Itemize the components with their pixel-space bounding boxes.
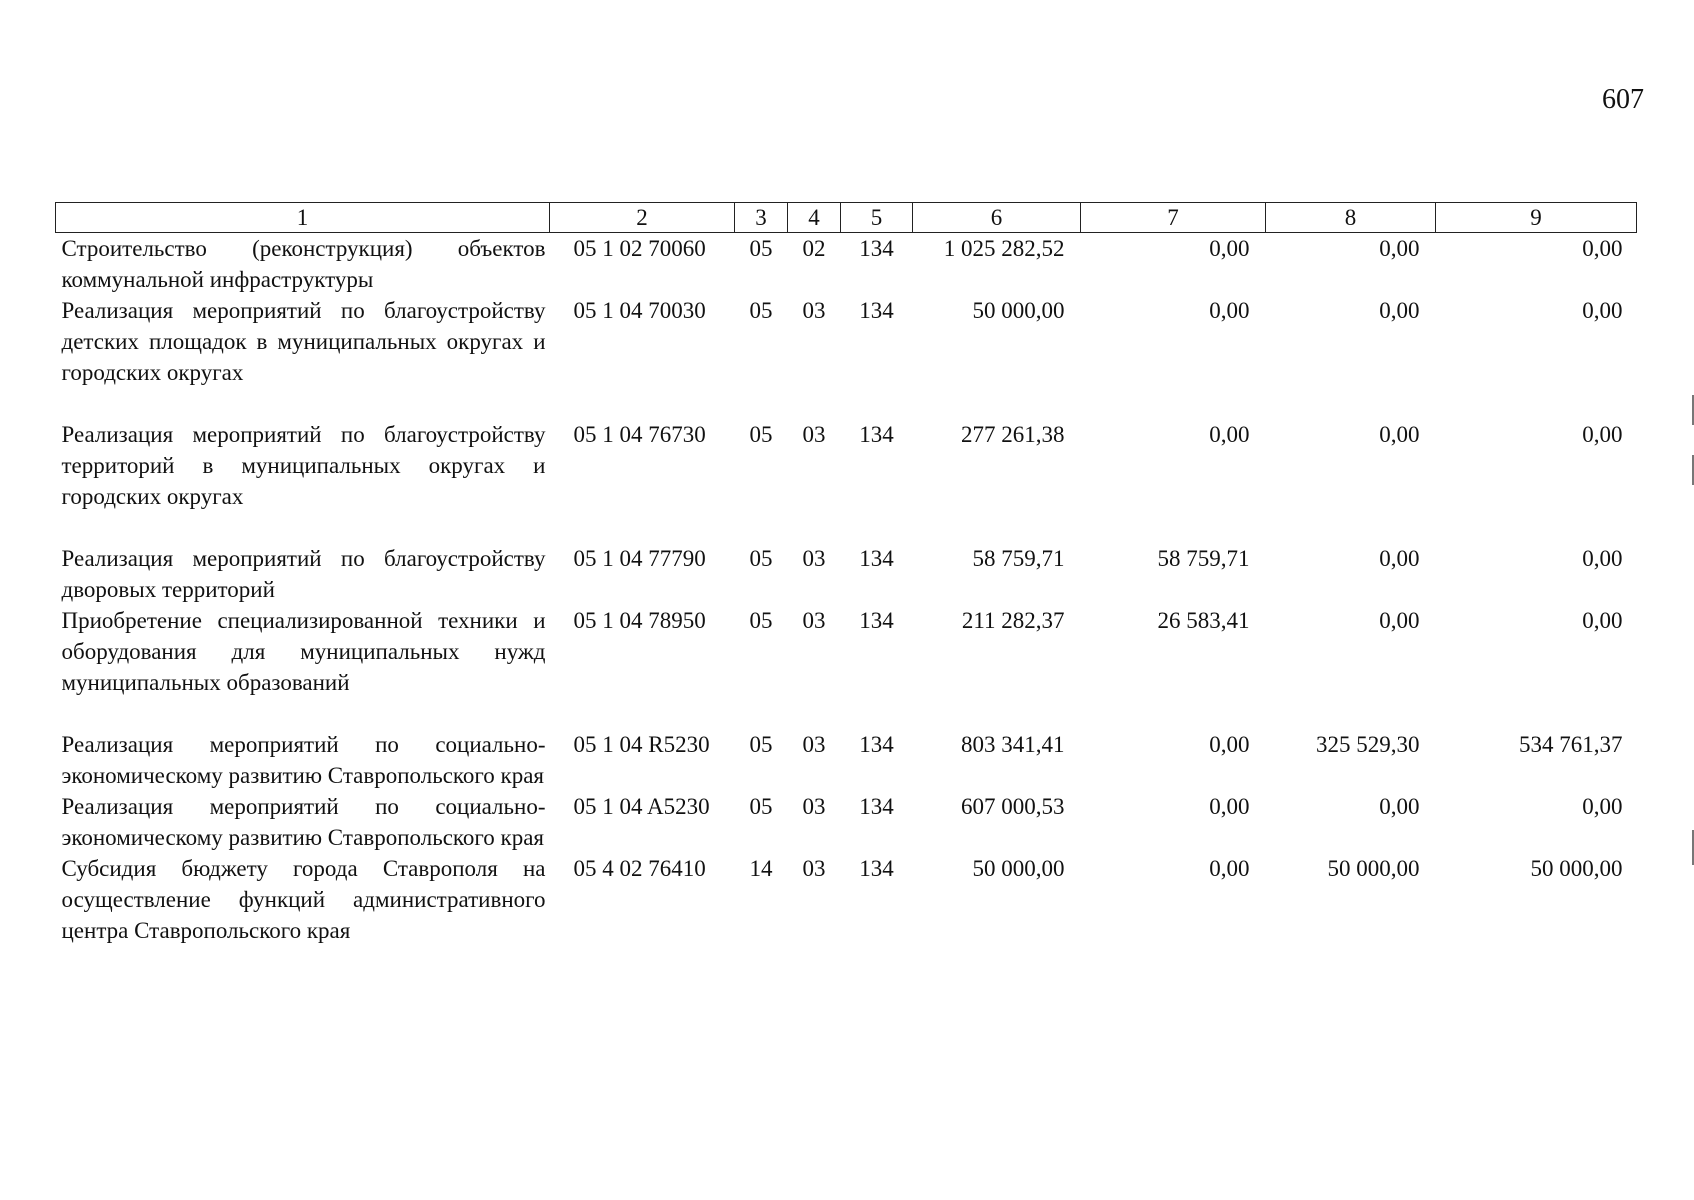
row-amount-8: 0,00	[1379, 422, 1420, 447]
row-spacer	[56, 698, 1637, 729]
row-section: 05	[749, 732, 773, 757]
budget-table	[55, 202, 1637, 946]
row-type: 134	[859, 856, 894, 881]
row-section: 05	[749, 794, 773, 819]
row-amount-6: 607 000,53	[961, 794, 1065, 819]
row-subsection: 03	[802, 794, 826, 819]
spacer-cell	[56, 512, 1637, 543]
header-cell-5: 5	[841, 203, 913, 233]
row-section: 05	[749, 546, 773, 571]
row-amount-7: 0,00	[1209, 856, 1250, 881]
row-amount-6: 803 341,41	[961, 732, 1065, 757]
header-row	[56, 203, 1637, 233]
table-row	[56, 853, 1637, 946]
row-amount-7: 58 759,71	[1157, 546, 1250, 571]
table-body	[56, 233, 1637, 947]
header-cell-8: 8	[1266, 203, 1436, 233]
table-row	[56, 543, 1637, 605]
row-description: Приобретение специализированной техники и оборудования для муниципальных нужд муниципальных образований	[61, 608, 546, 695]
row-amount-9: 534 761,37	[1519, 732, 1623, 757]
header-cell-4: 4	[788, 203, 841, 233]
row-section: 05	[749, 236, 773, 261]
row-amount-8: 0,00	[1379, 236, 1420, 261]
row-subsection: 03	[802, 422, 826, 447]
row-type: 134	[859, 546, 894, 571]
header-cell-1: 1	[56, 203, 550, 233]
header-cell-6: 6	[913, 203, 1081, 233]
row-target-code: 05 1 04 77790	[573, 546, 706, 571]
row-amount-9: 0,00	[1582, 608, 1623, 633]
row-description: Реализация мероприятий по благоустройству территорий в муниципальных округах и городских округах	[61, 422, 546, 509]
row-amount-6: 58 759,71	[972, 546, 1065, 571]
row-subsection: 02	[802, 236, 826, 261]
row-description: Реализация мероприятий по благоустройству дворовых территорий	[61, 546, 546, 602]
row-spacer	[56, 388, 1637, 419]
row-target-code: 05 4 02 76410	[573, 856, 706, 881]
row-amount-7: 0,00	[1209, 298, 1250, 323]
row-amount-8: 50 000,00	[1327, 856, 1420, 881]
table-row	[56, 233, 1637, 296]
row-target-code: 05 1 04 A5230	[573, 794, 710, 819]
header-cell-7: 7	[1081, 203, 1266, 233]
row-amount-6: 1 025 282,52	[943, 236, 1065, 261]
row-subsection: 03	[802, 298, 826, 323]
row-amount-6: 211 282,37	[961, 608, 1065, 633]
row-section: 05	[749, 298, 773, 323]
header-cell-9: 9	[1436, 203, 1637, 233]
row-subsection: 03	[802, 608, 826, 633]
row-amount-9: 50 000,00	[1530, 856, 1623, 881]
row-description: Строительство (реконструкция) объектов коммунальной инфраструктуры	[61, 236, 546, 292]
row-description: Реализация мероприятий по социально-экономическому развитию Ставропольского края	[61, 732, 546, 788]
row-amount-6: 50 000,00	[972, 856, 1065, 881]
row-type: 134	[859, 236, 894, 261]
spacer-cell	[56, 698, 1637, 729]
row-description: Реализация мероприятий по социально-экономическому развитию Ставропольского края	[61, 794, 546, 850]
row-amount-6: 277 261,38	[961, 422, 1065, 447]
row-amount-8: 0,00	[1379, 794, 1420, 819]
row-target-code: 05 1 04 78950	[573, 608, 706, 633]
row-subsection: 03	[802, 546, 826, 571]
row-target-code: 05 1 02 70060	[573, 236, 706, 261]
table-row	[56, 295, 1637, 388]
row-spacer	[56, 512, 1637, 543]
row-amount-9: 0,00	[1582, 794, 1623, 819]
row-amount-7: 0,00	[1209, 794, 1250, 819]
table-row	[56, 419, 1637, 512]
row-amount-9: 0,00	[1582, 298, 1623, 323]
row-amount-9: 0,00	[1582, 546, 1623, 571]
row-description: Реализация мероприятий по благоустройству детских площадок в муниципальных округах и городских округах	[61, 298, 546, 385]
row-section: 14	[749, 856, 773, 881]
table-row	[56, 605, 1637, 698]
row-type: 134	[859, 608, 894, 633]
row-target-code: 05 1 04 76730	[573, 422, 706, 447]
row-section: 05	[749, 422, 773, 447]
row-target-code: 05 1 04 70030	[573, 298, 706, 323]
table-row	[56, 791, 1637, 853]
page-number: 607	[1602, 84, 1644, 115]
row-amount-7: 0,00	[1209, 422, 1250, 447]
row-subsection: 03	[802, 856, 826, 881]
row-amount-6: 50 000,00	[972, 298, 1065, 323]
row-target-code: 05 1 04 R5230	[573, 732, 710, 757]
table-row	[56, 729, 1637, 791]
row-amount-9: 0,00	[1582, 236, 1623, 261]
row-type: 134	[859, 732, 894, 757]
row-amount-8: 0,00	[1379, 546, 1420, 571]
row-amount-8: 0,00	[1379, 608, 1420, 633]
row-section: 05	[749, 608, 773, 633]
row-amount-8: 325 529,30	[1316, 732, 1420, 757]
row-subsection: 03	[802, 732, 826, 757]
row-description: Субсидия бюджету города Ставрополя на осуществление функций административного центра Ставропольского края	[61, 856, 546, 943]
row-amount-7: 0,00	[1209, 732, 1250, 757]
row-type: 134	[859, 422, 894, 447]
row-amount-7: 26 583,41	[1157, 608, 1250, 633]
row-amount-8: 0,00	[1379, 298, 1420, 323]
header-cell-3: 3	[735, 203, 788, 233]
spacer-cell	[56, 388, 1637, 419]
row-type: 134	[859, 794, 894, 819]
row-amount-9: 0,00	[1582, 422, 1623, 447]
header-cell-2: 2	[550, 203, 735, 233]
row-type: 134	[859, 298, 894, 323]
row-amount-7: 0,00	[1209, 236, 1250, 261]
